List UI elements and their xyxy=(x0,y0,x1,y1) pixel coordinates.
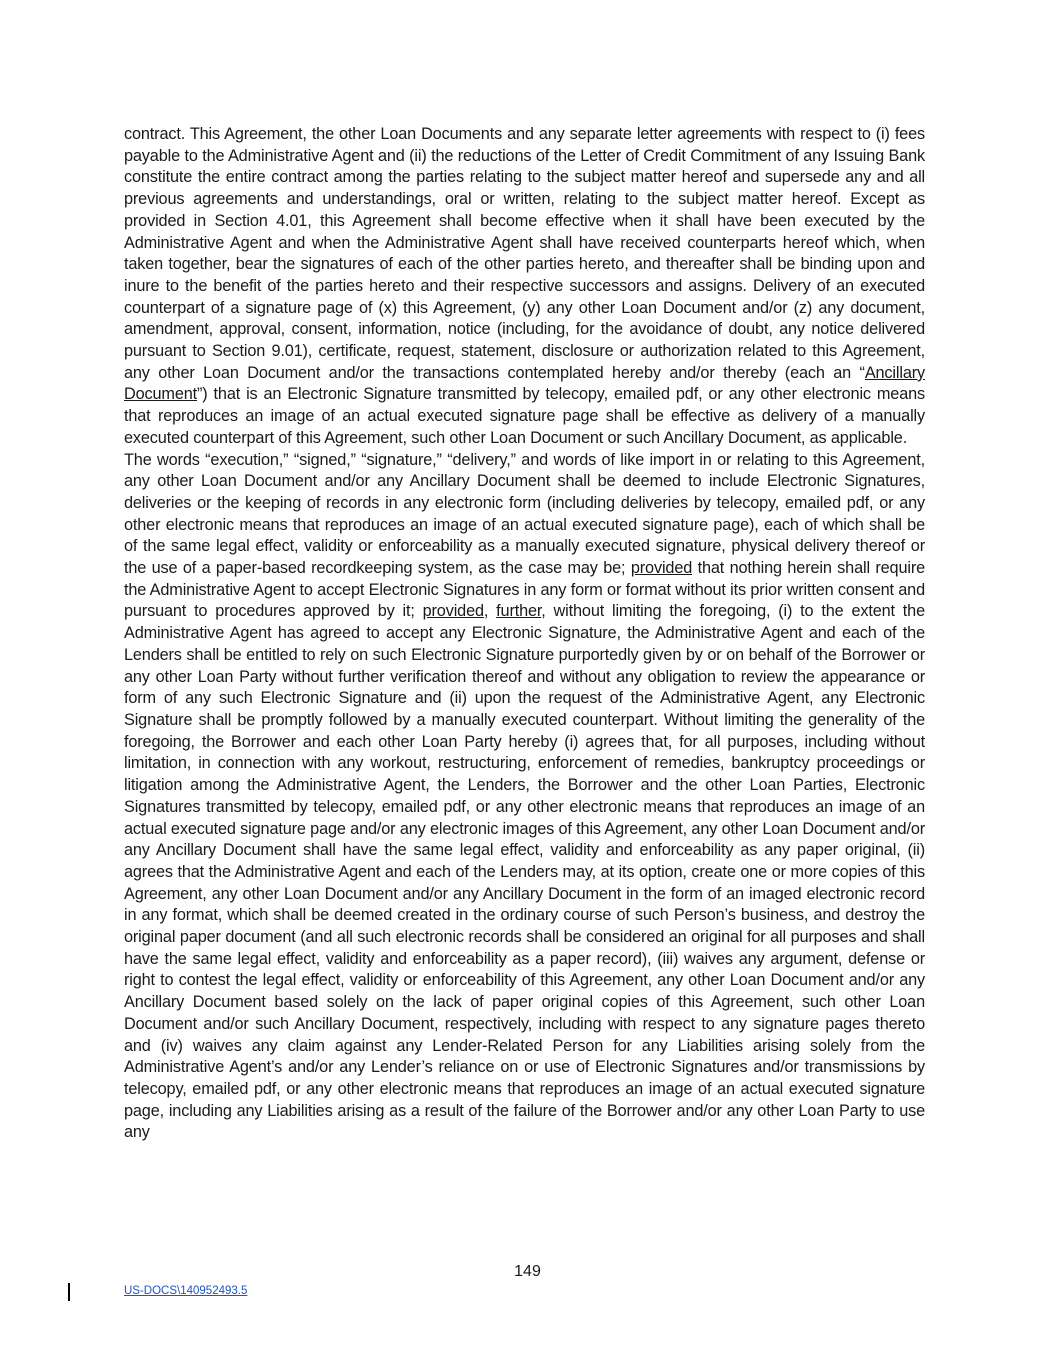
paragraph-2 xyxy=(124,450,925,1145)
paragraph-2-comma: , xyxy=(483,602,497,621)
paragraph-2-text-b: that nothing herein shall require the Administrative Agent to accept Electronic Signatures in any form or format without its prior written consent and pursuant to procedures approved by it; xyxy=(124,559,925,621)
paragraph-1 xyxy=(124,124,925,450)
provided-term-1: provided xyxy=(630,559,693,578)
revision-change-bar xyxy=(68,1283,70,1301)
defined-term-ancillary-document: Ancillary Document xyxy=(124,363,925,404)
paragraph-1-text-a: contract. This Agreement, the other Loan Documents and any separate letter agreements with respect to (i) fees payable to the Administrative Agent and (ii) the reductions of the Letter of Credit Commitment of any Issuing Bank constitute the entire contract among the parties relating to the subject matter hereof and supersede any and all previous agreements and understandings, oral or written, relating to the subject matter hereof. Except as provided in Section 4.01, this Agreement shall become effective when it shall have been executed by the Administrative Agent and when the Administrative Agent shall have received counterparts hereof which, when taken together, bear the signatures of each of the other parties hereto, and thereafter shall be binding upon and inure to the benefit of the parties hereto and their respective successors and assigns. Delivery of an executed counterpart of a signature page of (x) this Agreement, (y) any other Loan Document and/or (z) any document, amendment, approval, consent, information, notice (including, for the avoidance of doubt, any notice delivered pursuant to Section 9.01), certificate, request, statement, disclosure or authorization related to this Agreement, any other Loan Document and/or the transactions contemplated hereby and/or thereby (each an “ xyxy=(124,125,925,382)
provided-term-2: provided xyxy=(422,602,484,621)
paragraph-2-text-c: , without limiting the foregoing, (i) to the extent the Administrative Agent has agreed to accept any Electronic Signature, the Administrative Agent and each of the Lenders shall be entitled to rely on such Electronic Signature purportedly given by or on behalf of the Borrower or any other Loan Party without further verification thereof and without any obligation to review the appearance or form of any such Electronic Signature and (ii) upon the request of the Administrative Agent, any Electronic Signature shall be promptly followed by a manually executed counterpart. Without limiting the generality of the foregoing, the Borrower and each other Loan Party hereby (i) agrees that, for all purposes, including without limitation, in connection with any workout, restructuring, enforcement of remedies, bankruptcy proceedings or litigation among the Administrative Agent, the Lenders, the Borrower and the other Loan Parties, Electronic Signatures transmitted by telecopy, emailed pdf, or any other electronic means that reproduces an image of an actual executed signature page and/or any electronic images of this Agreement, any other Loan Document and/or any Ancillary Document shall have the same legal effect, validity and enforceability as any paper original, (ii) agrees that the Administrative Agent and each of the Lenders may, at its option, create one or more copies of this Agreement, any other Loan Document and/or any Ancillary Document in the form of an imaged electronic record in any format, which shall be deemed created in the ordinary course of such Person’s business, and destroy the original paper document (and all such electronic records shall be considered an original for all purposes and shall have the same legal effect, validity and enforceability as a paper record), (iii) waives any argument, defense or right to contest the legal effect, validity or enforceability of this Agreement, any other Loan Document and/or any Ancillary Document based solely on the lack of paper original copies of this Agreement, such other Loan Document and/or such Ancillary Document, respectively, including with respect to any signature pages thereto and (iv) waives any claim against any Lender-Related Person for any Liabilities arising solely from the Administrative Agent’s and/or any Lender’s reliance on or use of Electronic Signatures and/or transmissions by telecopy, emailed pdf, or any other electronic means that reproduces an image of an actual executed signature page, including any Liabilities arising as a result of the failure of the Borrower and/or any other Loan Party to use any xyxy=(124,602,925,1142)
page-number: 149 xyxy=(514,1263,541,1280)
paragraph-2-text-a: The words “execution,” “signed,” “signature,” “delivery,” and words of like import in or relating to this Agreement, any other Loan Document and/or any Ancillary Document shall be deemed to include Electronic Signatures, deliveries or the keeping of records in any electronic form (including deliveries by telecopy, emailed pdf, or any other electronic means that reproduces an image of an actual executed signature page), each of which shall be of the same legal effect, validity or enforceability as a manually executed signature, physical delivery thereof or the use of a paper-based recordkeeping system, as the case may be; xyxy=(124,450,925,578)
further-term: further xyxy=(496,602,542,621)
document-id-link[interactable]: US-DOCS\140952493.5 xyxy=(124,1285,248,1297)
document-body xyxy=(124,124,925,1144)
paragraph-1-text-b: ”) that is an Electronic Signature transmitted by telecopy, emailed pdf, or any other electronic means that reproduces an image of an actual executed signature page shall be effective as delivery of a manually executed counterpart of this Agreement, such other Loan Document or such Ancillary Document, as applicable. xyxy=(124,385,925,447)
